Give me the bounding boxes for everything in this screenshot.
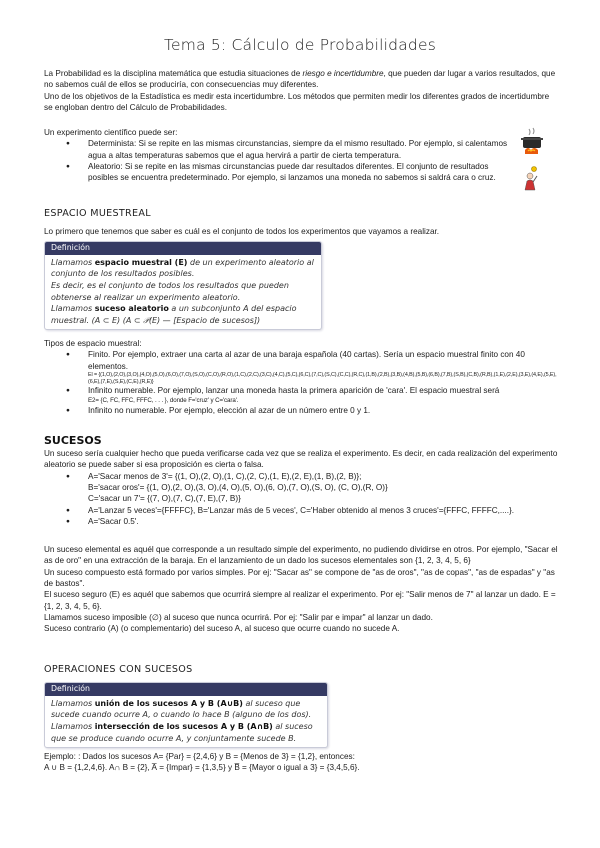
def-line: sucede cuando ocurre A, o cuando lo hace B (alguno de los dos).	[51, 710, 312, 720]
example-line: B='sacar oros'= {(1, O),(2, O),(3, O),(4, O),(5, O),(6, O),(7, O),(S, O), (C, O),(R, O)}	[88, 482, 388, 492]
def-term: espacio muestral (E)	[94, 257, 188, 267]
def-text: a un subconjunto A del espacio	[168, 304, 297, 314]
list-item-aleatorio: ● Aleatorio: Si se repite en las mismas circunstancias puede dar resultados diferentes. El conjunto de resultados posibles se encuentra predeterminado. Por ejemplo, si lanzamos una moneda no sabemos si saldrá cara o cruz.	[66, 161, 514, 184]
suceso-compuesto: Un suceso compuesto está formado por varios simples. Por ej: "Sacar as" se compone de "as de oros", "as de copas", "as de espadas" y "as de bastos".	[44, 567, 555, 588]
page-title: Tema 5: Cálculo de Probabilidades	[164, 36, 436, 54]
suceso-contrario: Suceso contrario (A) (o complementario) del suceso A, al suceso que ocurre cuando no sucede A.	[44, 624, 400, 634]
definition-header: Definición	[45, 242, 321, 255]
heading-espacio-muestral: ESPACIO MUESTREAL	[44, 208, 151, 219]
boiling-pot-icon	[519, 126, 545, 156]
example-line: ● A='Sacar menos de 3'= {(1, O),(2, O),(1, C),(2, C),(1, E),(2, E),(1, B),(2, B)};	[88, 471, 362, 481]
list-item-no-numerable: ● Infinito no numerable. Por ejemplo, elección al azar de un número entre 0 y 1.	[66, 405, 558, 416]
def-text: Llamamos	[51, 257, 95, 267]
list-item-example: ● A='Lanzar 5 veces'={FFFFC}, B='Lanzar más de 5 veces', C='Haber obtenido al menos 3 cruces'={FFFC, FFFFC,....}.	[66, 505, 558, 516]
tipos-section	[44, 338, 558, 416]
def-text: Llamamos	[51, 304, 95, 314]
list-item-finito	[66, 349, 558, 385]
def-text: Llamamos	[51, 698, 95, 708]
definition-body	[45, 696, 327, 747]
tipos-list	[44, 349, 558, 416]
numerable-text: ● Infinito numerable. Por ejemplo, lanzar una moneda hasta la primera aparición de 'cara'. El espacio muestral será	[88, 386, 500, 396]
example-line: C='sacar un 7'= {(7, O),(7, C),(7, E),(7, B)}	[88, 494, 241, 504]
intro-paragraph-1	[44, 68, 558, 91]
list-item-numerable	[66, 385, 558, 404]
experiments-lead: Un experimento científico puede ser:	[44, 128, 178, 137]
sucesos-tipos	[44, 544, 558, 635]
operaciones-example	[44, 751, 558, 774]
example-line: A ∪ B = {1,2,4,6}. A∩ B = {2}, A̅ = {Impar} = {1,3,5} y B̅ = {Mayor o igual a 3} = {3,4,5,6}.	[44, 763, 360, 773]
experiments-section	[44, 127, 514, 184]
def-term: suceso aleatorio	[94, 304, 169, 314]
def-text: al suceso	[272, 721, 313, 731]
coin-person-icon	[521, 165, 543, 191]
suceso-elemental: Un suceso elemental es aquél que corresponde a un resultado simple del experimento, no pudiendo dividirse en otros. Por ejemplo, "Sacar el as de oro" en una extracción de la baraja. En el lanzamiento de un dado los sucesos elementales son {1, 2, 3, 4, 5, 6}	[44, 545, 558, 566]
list-item-example: ● A='Sacar 0.5'.	[66, 516, 558, 527]
intro-text-end: , que pueden dar lugar a varios resultados, que no sabemos cuál de ellos se produciría, con consecuencias muy diferentes.	[44, 69, 556, 90]
list-item-determinista: ● Determinista: Si se repite en las mismas circunstancias, siempre da el mismo resultado. Por ejemplo, si calentamos agua a altas temperaturas sabemos que el agua hervirá a partir de cierta temperatura.	[66, 138, 514, 161]
def-text: al suceso que	[242, 698, 301, 708]
experiment-list	[44, 138, 514, 183]
list-item-example	[66, 471, 558, 505]
def-text: Llamamos	[51, 721, 95, 731]
finito-text: ● Finito. Por ejemplo, extraer una carta al azar de una baraja española (40 cartas). Sería un espacio muestral finito con 40 elementos.	[88, 350, 525, 371]
def-line: conjunto de los resultados posibles.	[51, 269, 195, 279]
suceso-imposible: Llamamos suceso imposible (∅) al suceso que nunca ocurrirá. Por ej: "Salir par e impar" al lanzar un dado.	[44, 612, 433, 622]
sucesos-intro: Un suceso sería cualquier hecho que pueda verificarse cada vez que se realiza el experimento. Es decir, en cada realización del experimento aleatorio se puede saber si esa proposición es cierta o falsa.	[44, 449, 558, 470]
def-text: de un experimento aleatorio al	[187, 257, 314, 267]
def-line: que se produce cuando ocurre A, y conjuntamente sucede B.	[51, 733, 297, 743]
intro-paragraph-2: Uno de los objetivos de la Estadística es medir esta incertidumbre. Los métodos que permiten medir los diferentes grados de incertidumbre se engloban dentro del Cálculo de Probabilidades.	[44, 91, 550, 112]
finito-set: El = {(1,O),(2,O),(3,O),(4,O),(5,O),(6,O),(7,O),(S,O),(C,O),(R,O),(1,C),(2,C),(3,C),(4,C),(5,C),(6,C),(7,C),(S,C),(C,C),(R,C),(1,B),(2,B),(3,B),(4,B),(5,B),(6,B),(7,B),(S,B),(C,B),(R,B),(1,E),(2,E),(3,E),(4,E),(5,E),(6,E),(7,E),(S,E),(C,E),(R,E)}	[88, 371, 557, 385]
tipos-lead: Tipos de espacio muestral:	[44, 339, 142, 348]
definition-header: Definición	[45, 683, 327, 696]
def-line: Es decir, es el conjunto de todos los resultados que pueden	[51, 280, 289, 290]
sucesos-examples	[44, 471, 558, 528]
heading-operaciones: OPERACIONES CON SUCESOS	[44, 664, 193, 675]
suceso-seguro: El suceso seguro (E) es aquél que sabemos que ocurrirá siempre al realizar el experimento. Por ej: "Salir menos de 7" al lanzar un dado. E = {1, 2, 3, 4, 5, 6}.	[44, 590, 556, 611]
def-line: obtenerse al realizar un experimento aleatorio.	[51, 292, 241, 302]
definition-box-operaciones	[44, 682, 328, 748]
sucesos-section	[44, 448, 558, 527]
def-term: intersección de los sucesos A y B (A∩B)	[94, 721, 273, 731]
intro-text: La Probabilidad es la disciplina matemática que estudia situaciones de	[44, 69, 303, 78]
definition-body	[45, 255, 321, 330]
espacio-intro: Lo primero que tenemos que saber es cuál es el conjunto de todos los experimentos que vayamos a realizar.	[44, 227, 440, 236]
definition-box-espacio	[44, 241, 322, 330]
numerable-set: E2= {C, FC, FFC, FFFC, . . . }, donde F='cruz' y C='cara'.	[88, 396, 239, 404]
intro-italic: riesgo e incertidumbre	[302, 69, 384, 78]
def-line: muestral. (A ⊂ E) (A ⊂ 𝒫(E) — [Espacio de sucesos])	[51, 315, 261, 325]
intro-section	[44, 68, 558, 113]
example-line: Ejemplo: : Dados los sucesos A= {Par} = {2,4,6} y B = {Menos de 3} = {1,2}, entonces:	[44, 752, 355, 761]
heading-sucesos: SUCESOS	[44, 434, 102, 447]
def-term: unión de los sucesos A y B (A∪B)	[94, 698, 243, 708]
